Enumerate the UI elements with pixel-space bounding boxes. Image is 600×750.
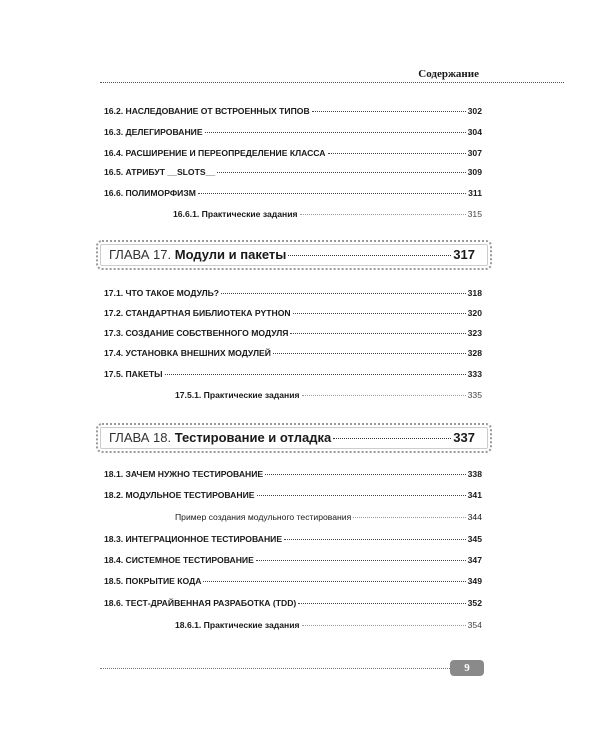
toc-entry-label: 16.4. РАСШИРЕНИЕ И ПЕРЕОПРЕДЕЛЕНИЕ КЛАССА [104,148,326,158]
toc-entry-18-4[interactable] [104,555,482,569]
toc-entry-page: 323 [467,328,482,338]
toc-entry-17-3[interactable] [104,328,482,342]
dot-leader [300,214,466,215]
dot-leader [353,517,465,518]
toc-entry-16-6[interactable] [104,188,482,202]
toc-entry-label: 18.6. ТЕСТ-ДРАЙВЕННАЯ РАЗРАБОТКА (TDD) [104,598,297,608]
toc-entry-page: 349 [467,576,482,586]
dot-leader [165,374,466,375]
toc-entry-16-6-1[interactable] [173,209,482,223]
dot-leader [288,255,451,256]
toc-entry-label: Пример создания модульного тестирования [175,512,352,522]
dot-leader [328,153,466,154]
toc-entry-17-5[interactable] [104,369,482,383]
toc-entry-label: 17.5. ПАКЕТЫ [104,369,163,379]
toc-entry-page: 302 [467,106,482,116]
dot-leader [217,172,466,173]
toc-entry-18-3[interactable] [104,534,482,548]
toc-entry-label: 16.5. АТРИБУТ __SLOTS__ [104,167,216,177]
dot-leader [256,560,466,561]
toc-entry-16-2[interactable] [104,106,482,120]
toc-entry-label: 16.2. НАСЛЕДОВАНИЕ ОТ ВСТРОЕННЫХ ТИПОВ [104,106,310,116]
toc-entry-page: 309 [467,167,482,177]
dot-leader [284,539,466,540]
toc-entry-label: 18.1. ЗАЧЕМ НУЖНО ТЕСТИРОВАНИЕ [104,469,264,479]
toc-entry-16-3[interactable] [104,127,482,141]
chapter-title: Модули и пакеты [174,247,287,262]
toc-entry-label: 18.4. СИСТЕМНОЕ ТЕСТИРОВАНИЕ [104,555,254,565]
chapter-page: 337 [453,430,475,445]
toc-entry-label: 17.4. УСТАНОВКА ВНЕШНИХ МОДУЛЕЙ [104,348,271,358]
toc-entry-page: 338 [467,469,482,479]
toc-entry-page: 341 [467,490,482,500]
toc-entry-18-2-example[interactable] [175,512,482,526]
toc-entry-page: 311 [468,188,482,198]
toc-entry-18-2[interactable] [104,490,482,504]
dot-leader [298,603,465,604]
toc-entry-label: 18.6.1. Практические задания [175,620,300,630]
toc-entry-label: 16.6.1. Практические задания [173,209,298,219]
toc-entry-16-4[interactable] [104,148,482,162]
dot-leader [293,313,466,314]
chapter-title: Тестирование и отладка [174,430,332,445]
toc-entry-page: 344 [467,512,482,522]
toc-entry-18-6[interactable] [104,598,482,612]
toc-entry-page: 333 [467,369,482,379]
toc-entry-17-2[interactable] [104,308,482,322]
dot-leader [198,193,466,194]
dot-leader [312,111,466,112]
chapter-18-heading[interactable] [109,430,475,445]
toc-entry-page: 307 [467,148,482,158]
toc-entry-label: 17.1. ЧТО ТАКОЕ МОДУЛЬ? [104,288,220,298]
chapter-prefix: ГЛАВА 17. [109,247,172,262]
dot-leader [302,395,466,396]
dot-leader [265,474,466,475]
toc-entry-label: 16.3. ДЕЛЕГИРОВАНИЕ [104,127,203,137]
toc-entry-label: 18.3. ИНТЕГРАЦИОННОЕ ТЕСТИРОВАНИЕ [104,534,283,544]
toc-entry-label: 17.3. СОЗДАНИЕ СОБСТВЕННОГО МОДУЛЯ [104,328,289,338]
toc-entry-17-5-1[interactable] [175,390,482,404]
dot-leader [302,625,466,626]
toc-entry-page: 352 [467,598,482,608]
toc-entry-label: 16.6. ПОЛИМОРФИЗМ [104,188,196,198]
toc-entry-label: 18.5. ПОКРЫТИЕ КОДА [104,576,202,586]
toc-entry-label: 17.5.1. Практические задания [175,390,300,400]
toc-entry-17-1[interactable] [104,288,482,302]
toc-entry-18-6-1[interactable] [175,620,482,634]
dot-leader [333,438,451,439]
toc-entry-page: 345 [467,534,482,544]
page-number-badge: 9 [450,660,484,676]
running-header-title: Содержание [418,68,479,80]
dot-leader [205,132,466,133]
toc-entry-page: 315 [467,209,482,219]
toc-entry-page: 347 [467,555,482,565]
toc-entry-page: 318 [467,288,482,298]
toc-entry-18-5[interactable] [104,576,482,590]
toc-entry-18-1[interactable] [104,469,482,483]
chapter-17-heading[interactable] [109,247,475,262]
dot-leader [221,293,466,294]
toc-entry-page: 320 [467,308,482,318]
chapter-page: 317 [453,247,475,262]
dot-leader [257,495,466,496]
toc-entry-page: 354 [467,620,482,630]
toc-entry-17-4[interactable] [104,348,482,362]
footer-divider [100,668,450,669]
dot-leader [203,581,465,582]
toc-entry-page: 328 [467,348,482,358]
dot-leader [290,333,465,334]
toc-entry-16-5[interactable] [104,167,482,181]
dot-leader [273,353,466,354]
chapter-prefix: ГЛАВА 18. [109,430,172,445]
toc-entry-page: 304 [467,127,482,137]
toc-entry-label: 18.2. МОДУЛЬНОЕ ТЕСТИРОВАНИЕ [104,490,255,500]
toc-entry-label: 17.2. СТАНДАРТНАЯ БИБЛИОТЕКА PYTHON [104,308,291,318]
toc-entry-page: 335 [467,390,482,400]
header-divider [100,82,564,83]
